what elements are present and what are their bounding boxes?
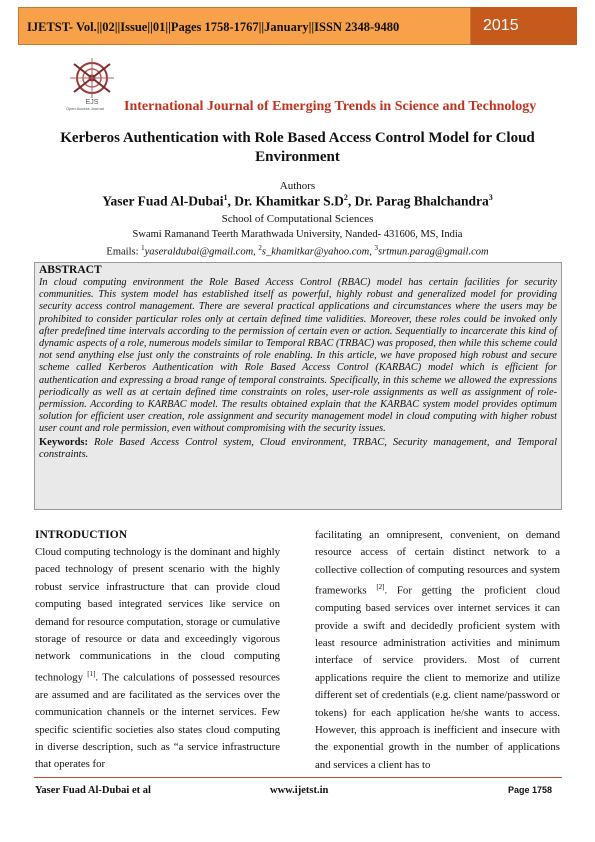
emails-label: Emails: [106,246,139,258]
intro-text: Cloud computing technology is the dominant and highly paced technology of present scenario with the highly robust service infrastructure that can provide cloud computing based integrated services like service on demand for resource computation, storage or cumulative storage of resource or data and exceedingly vigorous network communications in the cloud computing technology [35,546,280,684]
journal-name: International Journal of Emerging Trends in Science and Technology [124,99,537,114]
intro-text: . For getting the proficient cloud computing based services over internet services it can provide a swift and decidedly proficient system with least resource administration activities and minimum interface of service providers. Most of current applications require the client to memorize and utilize different set of credentials (e.g. client name/password or tokens) for each application he/she wants to access. However, this approach is inefficient and insecure with the exponential growth in the number of applications and services a client has to [315,584,561,771]
footer-page-number: Page 1758 [508,785,553,795]
intro-text: facilitating an omnipresent, convenient, on demand resource access of certain distinct network to a collective collection of computing resources and system frameworks [315,529,560,597]
journal-banner: IJETST- Vol.||02||Issue||01||Pages 1758-1767||January||ISSN 2348-9480 [18,7,471,45]
email-link[interactable]: srtmun.parag@gmail.com [378,246,489,258]
address: Swami Ramanand Teerth Marathwada University, Nanded- 431606, MS, India [132,229,463,240]
author-affil-marker: 3 [488,193,493,202]
email-marker: 2 [258,244,262,252]
keywords-text: Role Based Access Control system, Cloud environment, TRBAC, Security management, and Temporal constraints. [39,436,557,460]
author-affil-marker: 1 [223,193,228,202]
intro-paragraph-right [315,527,560,774]
author-name: Dr. Parag Bhalchandra [354,193,489,209]
author-name: Dr. Khamitkar S.D [234,193,344,209]
left-column [35,527,280,774]
email-link[interactable]: yaseraldubai@gmail.com [144,246,254,258]
intro-paragraph-left [35,544,280,774]
banner-year: 2015 [471,7,577,45]
footer-divider [34,777,562,778]
intro-text: . The calculations of possessed resources are assumed and are facilitated as the services over the communication channels or the internet services. Few specific scientific societies also states cloud computing in diverse description, such as “a service infrastructure that operates for [35,671,280,771]
abstract-heading: ABSTRACT [39,264,102,276]
citation-ref[interactable]: [1] [87,669,96,678]
abstract-box [34,262,562,510]
author-affil-marker: 2 [343,193,348,202]
email-list: Emails: $^1$yaseraldubai@gmail.com, $^2$s_khamitkar@yahoo.com, $^3$srtmun.parag@gmail.com [106,244,489,258]
keywords [39,437,557,461]
journal-logo [64,56,120,106]
email-marker: 1 [141,244,145,252]
email-marker: 3 [374,244,379,252]
author-list: Yaser Fuad Al-Dubai$^1$, Dr. Khamitkar $S.D^2$, Dr. Parag Bhalchandra$^3$ [102,193,493,209]
affiliation: School of Computational Sciences [221,213,374,225]
author-name: Yaser Fuad Al-Dubai [102,193,224,209]
logo-caption: Open Access Journal [66,106,104,111]
abstract-body: In cloud computing environment the Role Based Access Control (RBAC) model has certain facilities for security communities. This system model has established itself as powerful, highly robust and generalized model for providing security access control management. There are several practical applications and circumstances where the users may be prohibited to consider particular roles only at certain defined time validities. Moreover, these roles could be invoked only after predefined time intervals according to the permission of certain even or action. Sequentially to incarcerate this kind of dynamic aspects of a role, numerous models similar to Temporal RBAC (TRBAC) was proposed, then while this scheme could not send anything else just only the constraints of role enabling. In this article, we have proposed high robust and secure scheme called Kerberos Authentication with Role Based Access Control (KARBAC) model which is efficient for authentication and expressing a broad range of temporal constraints. Specifically, in this scheme we allowed the expressions periodically as well as at certain defined time constraints on roles, user-role assignments as well as assignment of role-permission. According to KARBAC model. The results obtained explain that the KARBAC system model provides optimum solution for efficient user creation, role assignment and security management model in cloud computing with higher robust user count and role permission, even without compromising with the security issues. [39,277,557,435]
authors-label: Authors [279,180,316,192]
email-link[interactable]: s_khamitkar@yahoo.com [261,246,370,258]
keywords-label: Keywords: [39,436,88,448]
paper-title: Kerberos Authentication with Role Based Access Control Model for Cloud Environment [60,130,535,165]
svg-text:EJS: EJS [85,99,99,106]
right-column [315,527,560,774]
footer-website[interactable]: www.ijetst.in [270,785,329,796]
citation-ref[interactable]: [2] [376,583,385,592]
section-heading-introduction: INTRODUCTION [35,529,128,541]
footer-author: Yaser Fuad Al-Dubai et al [35,785,151,796]
